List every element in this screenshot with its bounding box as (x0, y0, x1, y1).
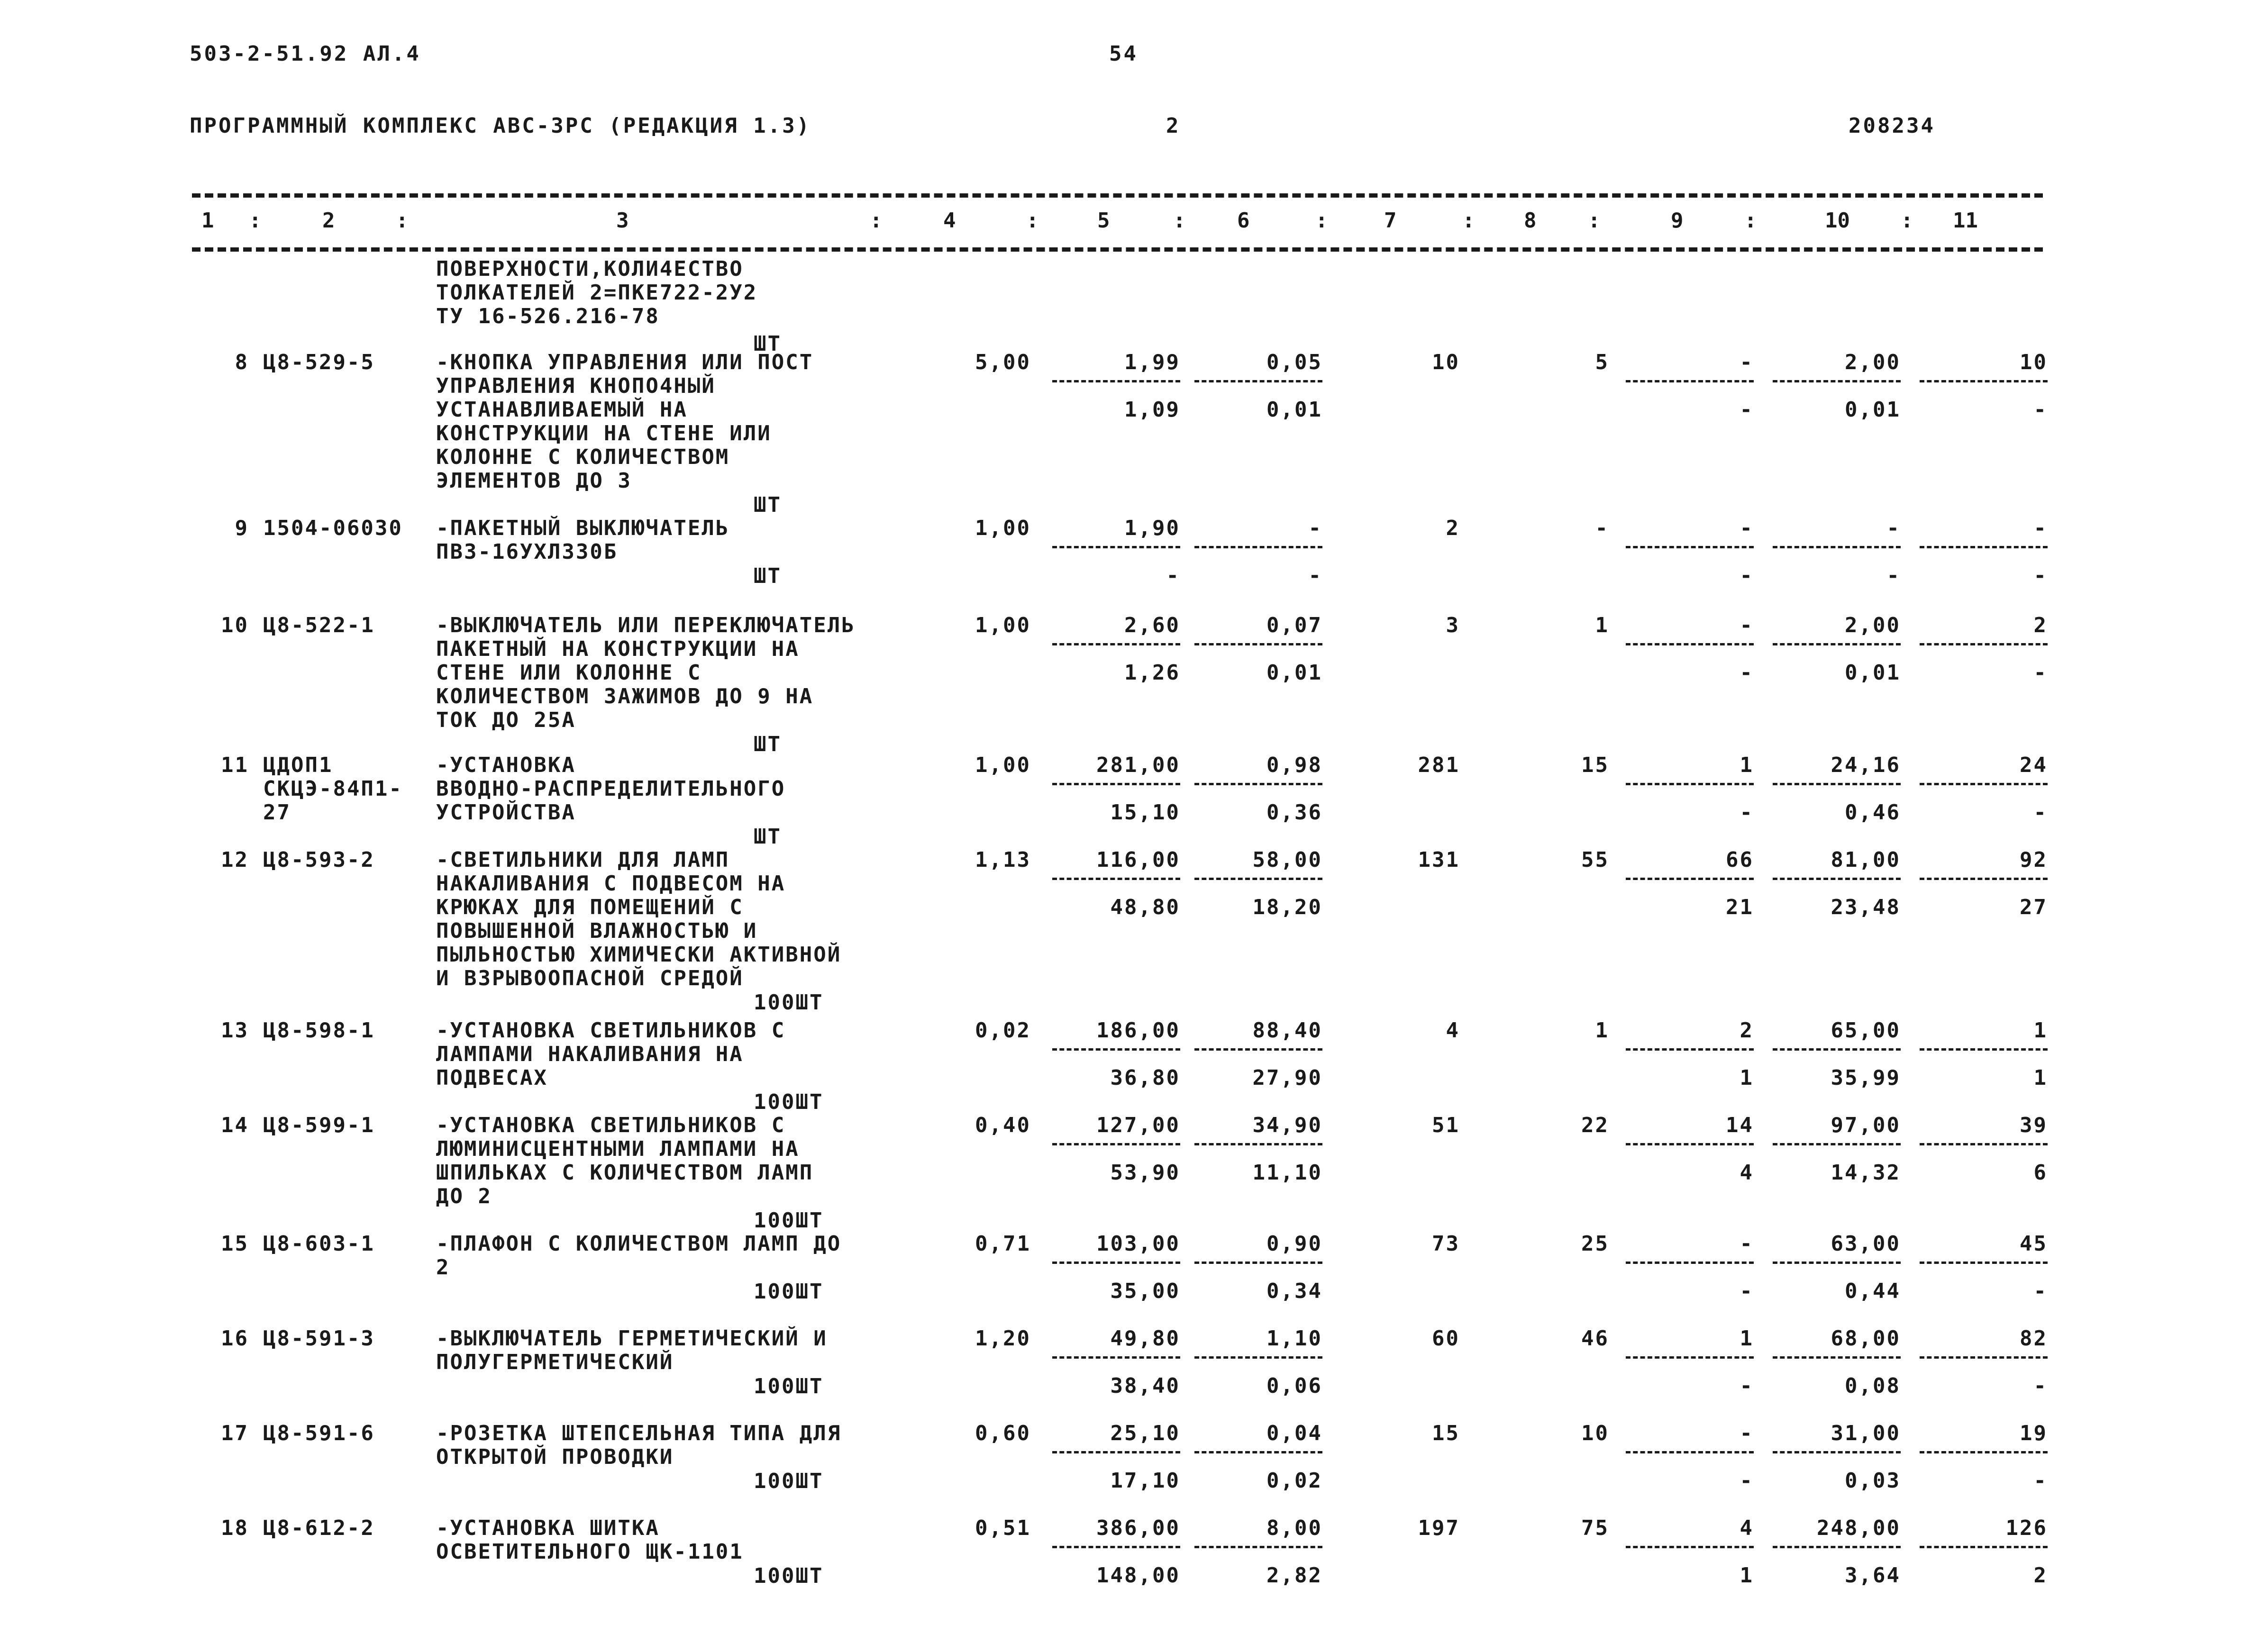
col-6-lower-value: 0,06 (1266, 1374, 1322, 1398)
value-separator (1052, 878, 1180, 880)
col-10-lower-value: 0,03 (1845, 1469, 1901, 1493)
value-separator (1920, 380, 2048, 382)
col-6-lower-value: 0,01 (1266, 398, 1322, 422)
col-6-lower-value: 0,36 (1266, 800, 1322, 825)
col-4-value: 1,00 (975, 516, 1031, 540)
value-separator (1920, 1546, 2048, 1548)
col-9-lower-value: - (1740, 1279, 1754, 1303)
program-title: ПРОГРАММНЫЙ КОМПЛЕКС АВС-3РС (РЕДАКЦИЯ 1.3) (190, 114, 811, 138)
col-11-lower-value: - (2033, 661, 2048, 685)
col-6-value: 0,07 (1266, 613, 1322, 637)
value-separator (1920, 1451, 2048, 1453)
item-code: Ц8-593-2 (263, 848, 375, 872)
col-11-value: 2 (2033, 613, 2048, 637)
column-separator: : (249, 209, 262, 233)
value-separator (1920, 1048, 2048, 1051)
table-top-rule (192, 193, 2043, 198)
col-6-value: - (1308, 516, 1322, 540)
col-4-value: 1,00 (975, 613, 1031, 637)
item-code: Ц8-522-1 (263, 613, 375, 637)
col-9-lower-value: - (1740, 800, 1754, 825)
column-separator: : (1462, 209, 1475, 233)
col-4-value: 0,71 (975, 1232, 1031, 1256)
item-description: -УСТАНОВКА СВЕТИЛЬНИКОВ С ЛАМПАМИ НАКАЛИВАНИЯ НА ПОДВЕСАХ (436, 1018, 786, 1090)
col-6-value: 0,05 (1266, 350, 1322, 374)
col-9-lower-value: 4 (1740, 1161, 1754, 1185)
item-unit: 100ШТ (754, 990, 824, 1015)
value-separator (1773, 1048, 1901, 1051)
col-6-lower-value: 18,20 (1252, 895, 1322, 919)
column-header-1: 1 (201, 209, 214, 233)
col-9-lower-value: - (1740, 1374, 1754, 1398)
col-5-value: 386,00 (1096, 1516, 1180, 1540)
value-separator (1773, 643, 1901, 645)
col-8-value: 22 (1581, 1113, 1609, 1137)
column-separator: : (1173, 209, 1186, 233)
col-5-lower-value: 53,90 (1110, 1161, 1180, 1185)
column-header-8: 8 (1524, 209, 1537, 233)
col-10-value: 31,00 (1831, 1421, 1901, 1445)
col-5-value: 127,00 (1096, 1113, 1180, 1137)
intro-description: ПОВЕРХНОСТИ,КОЛИ4ЕСТВО ТОЛКАТЕЛЕЙ 2=ПКЕ722-2У2 ТУ 16-526.216-78 (436, 257, 758, 328)
value-separator (1920, 783, 2048, 785)
row-number: 12 (221, 848, 249, 872)
col-5-value: 186,00 (1096, 1018, 1180, 1043)
value-separator (1194, 1048, 1322, 1051)
col-5-value: 2,60 (1124, 613, 1180, 637)
col-9-lower-value: - (1740, 661, 1754, 685)
item-code: Ц8-612-2 (263, 1516, 375, 1540)
col-5-lower-value: 48,80 (1110, 895, 1180, 919)
col-9-value: - (1740, 1421, 1754, 1445)
col-10-lower-value: 0,46 (1845, 800, 1901, 825)
value-separator (1052, 1048, 1180, 1051)
col-9-lower-value: 1 (1740, 1066, 1754, 1090)
column-separator: : (1744, 209, 1757, 233)
col-11-value: 10 (2020, 350, 2048, 374)
item-description: -КНОПКА УПРАВЛЕНИЯ ИЛИ ПОСТ УПРАВЛЕНИЯ КНОПО4НЫЙ УСТАНАВЛИВАЕМЫЙ НА КОНСТРУКЦИИ НА СТЕНЕ ИЛИ КОЛОННЕ С КОЛИЧЕСТВОМ ЭЛЕМЕНТОВ ДО 3 (436, 350, 814, 493)
col-4-value: 0,40 (975, 1113, 1031, 1137)
column-header-11: 11 (1953, 209, 1978, 233)
col-11-lower-value: 27 (2020, 895, 2048, 919)
value-separator (1920, 1262, 2048, 1264)
value-separator (1052, 1356, 1180, 1359)
item-unit: 100ШТ (754, 1469, 824, 1493)
col-11-lower-value: 6 (2033, 1161, 2048, 1185)
col-9-value: 1 (1740, 753, 1754, 777)
intro-unit: ШТ (754, 332, 782, 356)
col-10-value: 2,00 (1845, 613, 1901, 637)
col-9-value: 2 (1740, 1018, 1754, 1043)
value-separator (1773, 878, 1901, 880)
value-separator (1052, 783, 1180, 785)
value-separator (1773, 380, 1901, 382)
table-header-rule (192, 247, 2043, 252)
col-10-value: 68,00 (1831, 1326, 1901, 1351)
col-11-lower-value: 1 (2033, 1066, 2048, 1090)
column-header-9: 9 (1671, 209, 1684, 233)
value-separator (1920, 643, 2048, 645)
col-4-value: 1,20 (975, 1326, 1031, 1351)
col-8-value: 1 (1595, 613, 1609, 637)
col-4-value: 1,13 (975, 848, 1031, 872)
col-10-lower-value: 3,64 (1845, 1563, 1901, 1588)
col-10-value: 63,00 (1831, 1232, 1901, 1256)
col-7-value: 51 (1432, 1113, 1460, 1137)
value-separator (1194, 1451, 1322, 1453)
item-unit: 100ШТ (754, 1374, 824, 1398)
item-code: Ц8-598-1 (263, 1018, 375, 1043)
item-description: -УСТАНОВКА СВЕТИЛЬНИКОВ С ЛЮМИНИСЦЕНТНЫМИ ЛАМПАМИ НА ШПИЛЬКАХ С КОЛИЧЕСТВОМ ЛАМП ДО 2 (436, 1113, 814, 1208)
col-4-value: 5,00 (975, 350, 1031, 374)
value-separator (1773, 1451, 1901, 1453)
col-11-value: 45 (2020, 1232, 2048, 1256)
value-separator (1194, 783, 1322, 785)
col-10-lower-value: 0,08 (1845, 1374, 1901, 1398)
value-separator (1920, 878, 2048, 880)
col-10-lower-value: 0,01 (1845, 398, 1901, 422)
item-code: Ц8-529-5 (263, 350, 375, 374)
col-11-value: 126 (2005, 1516, 2048, 1540)
col-7-value: 197 (1418, 1516, 1460, 1540)
item-description: -ВЫКЛЮЧАТЕЛЬ ИЛИ ПЕРЕКЛЮЧАТЕЛЬ ПАКЕТНЫЙ НА КОНСТРУКЦИИ НА СТЕНЕ ИЛИ КОЛОННЕ С КОЛИЧЕСТВОМ ЗАЖИМОВ ДО 9 НА ТОК ДО 25А (436, 613, 856, 732)
col-7-value: 60 (1432, 1326, 1460, 1351)
column-header-7: 7 (1384, 209, 1397, 233)
column-header-10: 10 (1825, 209, 1850, 233)
col-11-value: 24 (2020, 753, 2048, 777)
col-6-lower-value: 0,34 (1266, 1279, 1322, 1303)
col-5-lower-value: 1,09 (1124, 398, 1180, 422)
col-10-lower-value: 0,01 (1845, 661, 1901, 685)
col-9-value: - (1740, 350, 1754, 374)
col-11-lower-value: - (2033, 1374, 2048, 1398)
col-7-value: 4 (1446, 1018, 1460, 1043)
col-5-lower-value: 15,10 (1110, 800, 1180, 825)
value-separator (1052, 380, 1180, 382)
item-code: 1504-06030 (263, 516, 403, 540)
col-11-value: 19 (2020, 1421, 2048, 1445)
item-code: Ц8-591-6 (263, 1421, 375, 1445)
value-separator (1773, 546, 1901, 548)
col-4-value: 0,60 (975, 1421, 1031, 1445)
col-5-value: 49,80 (1110, 1326, 1180, 1351)
item-code: Ц8-591-3 (263, 1326, 375, 1351)
row-number: 18 (221, 1516, 249, 1540)
col-6-lower-value: 2,82 (1266, 1563, 1322, 1588)
col-9-value: 1 (1740, 1326, 1754, 1351)
item-unit: ШТ (754, 732, 782, 756)
col-5-value: 103,00 (1096, 1232, 1180, 1256)
col-7-value: 10 (1432, 350, 1460, 374)
col-7-value: 15 (1432, 1421, 1460, 1445)
column-separator: : (1901, 209, 1913, 233)
document-id: 208234 (1849, 114, 1935, 138)
value-separator (1920, 1356, 2048, 1359)
value-separator (1626, 1451, 1754, 1453)
value-separator (1626, 783, 1754, 785)
col-6-value: 58,00 (1252, 848, 1322, 872)
col-6-value: 1,10 (1266, 1326, 1322, 1351)
col-11-lower-value: - (2033, 1279, 2048, 1303)
row-number: 17 (221, 1421, 249, 1445)
item-unit: 100ШТ (754, 1090, 824, 1114)
row-number: 15 (221, 1232, 249, 1256)
col-10-value: 24,16 (1831, 753, 1901, 777)
col-6-lower-value: 0,02 (1266, 1469, 1322, 1493)
col-10-lower-value: 14,32 (1831, 1161, 1901, 1185)
col-7-value: 131 (1418, 848, 1460, 872)
col-10-lower-value: 23,48 (1831, 895, 1901, 919)
col-8-value: 75 (1581, 1516, 1609, 1540)
col-5-value: 1,99 (1124, 350, 1180, 374)
value-separator (1626, 878, 1754, 880)
value-separator (1920, 546, 2048, 548)
value-separator (1194, 1143, 1322, 1145)
col-4-value: 0,02 (975, 1018, 1031, 1043)
col-6-lower-value: 11,10 (1252, 1161, 1322, 1185)
value-separator (1626, 546, 1754, 548)
col-7-value: 281 (1418, 753, 1460, 777)
row-number: 9 (235, 516, 249, 540)
item-description: -ПАКЕТНЫЙ ВЫКЛЮЧАТЕЛЬ ПВЗ-16УХЛЗЗ0Б (436, 516, 730, 564)
column-header-4: 4 (943, 209, 956, 233)
col-10-lower-value: 35,99 (1831, 1066, 1901, 1090)
value-separator (1052, 1451, 1180, 1453)
col-10-value: - (1886, 516, 1901, 540)
row-number: 16 (221, 1326, 249, 1351)
col-5-value: 116,00 (1096, 848, 1180, 872)
doc-code: 503-2-51.92 АЛ.4 (190, 42, 421, 66)
value-separator (1626, 1356, 1754, 1359)
col-5-lower-value: 38,40 (1110, 1374, 1180, 1398)
item-unit: ШТ (754, 493, 782, 517)
row-number: 14 (221, 1113, 249, 1137)
col-10-lower-value: 0,44 (1845, 1279, 1901, 1303)
value-separator (1626, 1048, 1754, 1051)
row-number: 13 (221, 1018, 249, 1043)
col-6-lower-value: 27,90 (1252, 1066, 1322, 1090)
column-header-2: 2 (322, 209, 335, 233)
col-8-value: 1 (1595, 1018, 1609, 1043)
col-5-value: 281,00 (1096, 753, 1180, 777)
col-9-value: - (1740, 613, 1754, 637)
value-separator (1773, 783, 1901, 785)
col-6-value: 0,90 (1266, 1232, 1322, 1256)
col-11-lower-value: 2 (2033, 1563, 2048, 1588)
row-number: 11 (221, 753, 249, 777)
col-10-value: 248,00 (1817, 1516, 1901, 1540)
col-5-lower-value: - (1166, 563, 1180, 588)
col-6-lower-value: 0,01 (1266, 661, 1322, 685)
col-9-value: - (1740, 1232, 1754, 1256)
col-9-lower-value: 1 (1740, 1563, 1754, 1588)
value-separator (1773, 1262, 1901, 1264)
col-5-lower-value: 17,10 (1110, 1469, 1180, 1493)
col-11-value: 92 (2020, 848, 2048, 872)
col-5-lower-value: 148,00 (1096, 1563, 1180, 1588)
item-unit: ШТ (754, 564, 782, 588)
col-11-value: 82 (2020, 1326, 2048, 1351)
value-separator (1626, 380, 1754, 382)
value-separator (1194, 380, 1322, 382)
column-header-5: 5 (1097, 209, 1110, 233)
col-11-value: 39 (2020, 1113, 2048, 1137)
col-9-value: - (1740, 516, 1754, 540)
col-8-value: 46 (1581, 1326, 1609, 1351)
item-unit: ШТ (754, 825, 782, 849)
col-10-value: 81,00 (1831, 848, 1901, 872)
col-11-lower-value: - (2033, 1469, 2048, 1493)
value-separator (1194, 878, 1322, 880)
col-8-value: 25 (1581, 1232, 1609, 1256)
value-separator (1773, 1143, 1901, 1145)
value-separator (1194, 546, 1322, 548)
col-9-lower-value: - (1740, 1469, 1754, 1493)
value-separator (1194, 643, 1322, 645)
col-11-lower-value: - (2033, 800, 2048, 825)
col-6-value: 0,98 (1266, 753, 1322, 777)
col-6-lower-value: - (1308, 563, 1322, 588)
value-separator (1773, 1546, 1901, 1548)
item-code: Ц8-603-1 (263, 1232, 375, 1256)
col-6-value: 0,04 (1266, 1421, 1322, 1445)
item-description: -ВЫКЛЮЧАТЕЛЬ ГЕРМЕТИЧЕСКИЙ И ПОЛУГЕРМЕТИЧЕСКИЙ (436, 1326, 828, 1374)
col-4-value: 1,00 (975, 753, 1031, 777)
column-header-3: 3 (616, 209, 629, 233)
col-4-value: 0,51 (975, 1516, 1031, 1540)
col-8-value: 55 (1581, 848, 1609, 872)
value-separator (1194, 1262, 1322, 1264)
column-separator: : (1588, 209, 1601, 233)
value-separator (1626, 1262, 1754, 1264)
item-unit: 100ШТ (754, 1564, 824, 1588)
col-7-value: 3 (1446, 613, 1460, 637)
col-5-lower-value: 35,00 (1110, 1279, 1180, 1303)
value-separator (1626, 1546, 1754, 1548)
col-5-lower-value: 36,80 (1110, 1066, 1180, 1090)
col-9-lower-value: - (1740, 563, 1754, 588)
col-8-value: 15 (1581, 753, 1609, 777)
value-separator (1052, 546, 1180, 548)
column-separator: : (396, 209, 409, 233)
col-11-value: 1 (2033, 1018, 2048, 1043)
col-9-lower-value: - (1740, 398, 1754, 422)
column-header-6: 6 (1237, 209, 1250, 233)
item-description: -УСТАНОВКА ВВОДНО-РАСПРЕДЕЛИТЕЛЬНОГО УСТРОЙСТВА (436, 753, 786, 825)
value-separator (1920, 1143, 2048, 1145)
column-separator: : (870, 209, 883, 233)
item-description: -РОЗЕТКА ШТЕПСЕЛЬНАЯ ТИПА ДЛЯ ОТКРЫТОЙ ПРОВОДКИ (436, 1421, 842, 1469)
col-10-value: 65,00 (1831, 1018, 1901, 1043)
item-code: ЦДОП1 СКЦЭ-84П1- 27 (263, 753, 403, 825)
value-separator (1773, 1356, 1901, 1359)
value-separator (1052, 1143, 1180, 1145)
value-separator (1626, 1143, 1754, 1145)
value-separator (1194, 1356, 1322, 1359)
col-10-lower-value: - (1886, 563, 1901, 588)
value-separator (1626, 643, 1754, 645)
column-separator: : (1315, 209, 1328, 233)
page-number: 54 (1109, 42, 1138, 66)
col-8-value: 10 (1581, 1421, 1609, 1445)
item-description: -ПЛАФОН С КОЛИЧЕСТВОМ ЛАМП ДО 2 (436, 1232, 842, 1280)
col-9-value: 14 (1726, 1113, 1754, 1137)
item-code: Ц8-599-1 (263, 1113, 375, 1137)
col-11-value: - (2033, 516, 2048, 540)
col-5-value: 1,90 (1124, 516, 1180, 540)
col-9-lower-value: 21 (1726, 895, 1754, 919)
col-11-lower-value: - (2033, 563, 2048, 588)
sheet-number: 2 (1166, 114, 1181, 138)
col-10-value: 2,00 (1845, 350, 1901, 374)
row-number: 8 (235, 350, 249, 374)
item-unit: 100ШТ (754, 1208, 824, 1233)
value-separator (1052, 1262, 1180, 1264)
col-8-value: - (1595, 516, 1609, 540)
col-7-value: 2 (1446, 516, 1460, 540)
col-6-value: 34,90 (1252, 1113, 1322, 1137)
col-6-value: 88,40 (1252, 1018, 1322, 1043)
col-8-value: 5 (1595, 350, 1609, 374)
value-separator (1052, 1546, 1180, 1548)
value-separator (1194, 1546, 1322, 1548)
col-11-lower-value: - (2033, 398, 2048, 422)
column-separator: : (1026, 209, 1039, 233)
item-unit: 100ШТ (754, 1280, 824, 1304)
item-description: -СВЕТИЛЬНИКИ ДЛЯ ЛАМП НАКАЛИВАНИЯ С ПОДВЕСОМ НА КРЮКАХ ДЛЯ ПОМЕЩЕНИЙ С ПОВЫШЕННОЙ ВЛАЖНОСТЬЮ И ПЫЛЬНОСТЬЮ ХИМИЧЕСКИ АКТИВНОЙ И ВЗРЫВООПАСНОЙ СРЕДОЙ (436, 848, 842, 990)
col-6-value: 8,00 (1266, 1516, 1322, 1540)
col-5-value: 25,10 (1110, 1421, 1180, 1445)
value-separator (1052, 643, 1180, 645)
col-9-value: 4 (1740, 1516, 1754, 1540)
row-number: 10 (221, 613, 249, 637)
item-description: -УСТАНОВКА ШИТКА ОСВЕТИТЕЛЬНОГО ЩК-1101 (436, 1516, 744, 1564)
col-7-value: 73 (1432, 1232, 1460, 1256)
col-9-value: 66 (1726, 848, 1754, 872)
col-5-lower-value: 1,26 (1124, 661, 1180, 685)
col-10-value: 97,00 (1831, 1113, 1901, 1137)
